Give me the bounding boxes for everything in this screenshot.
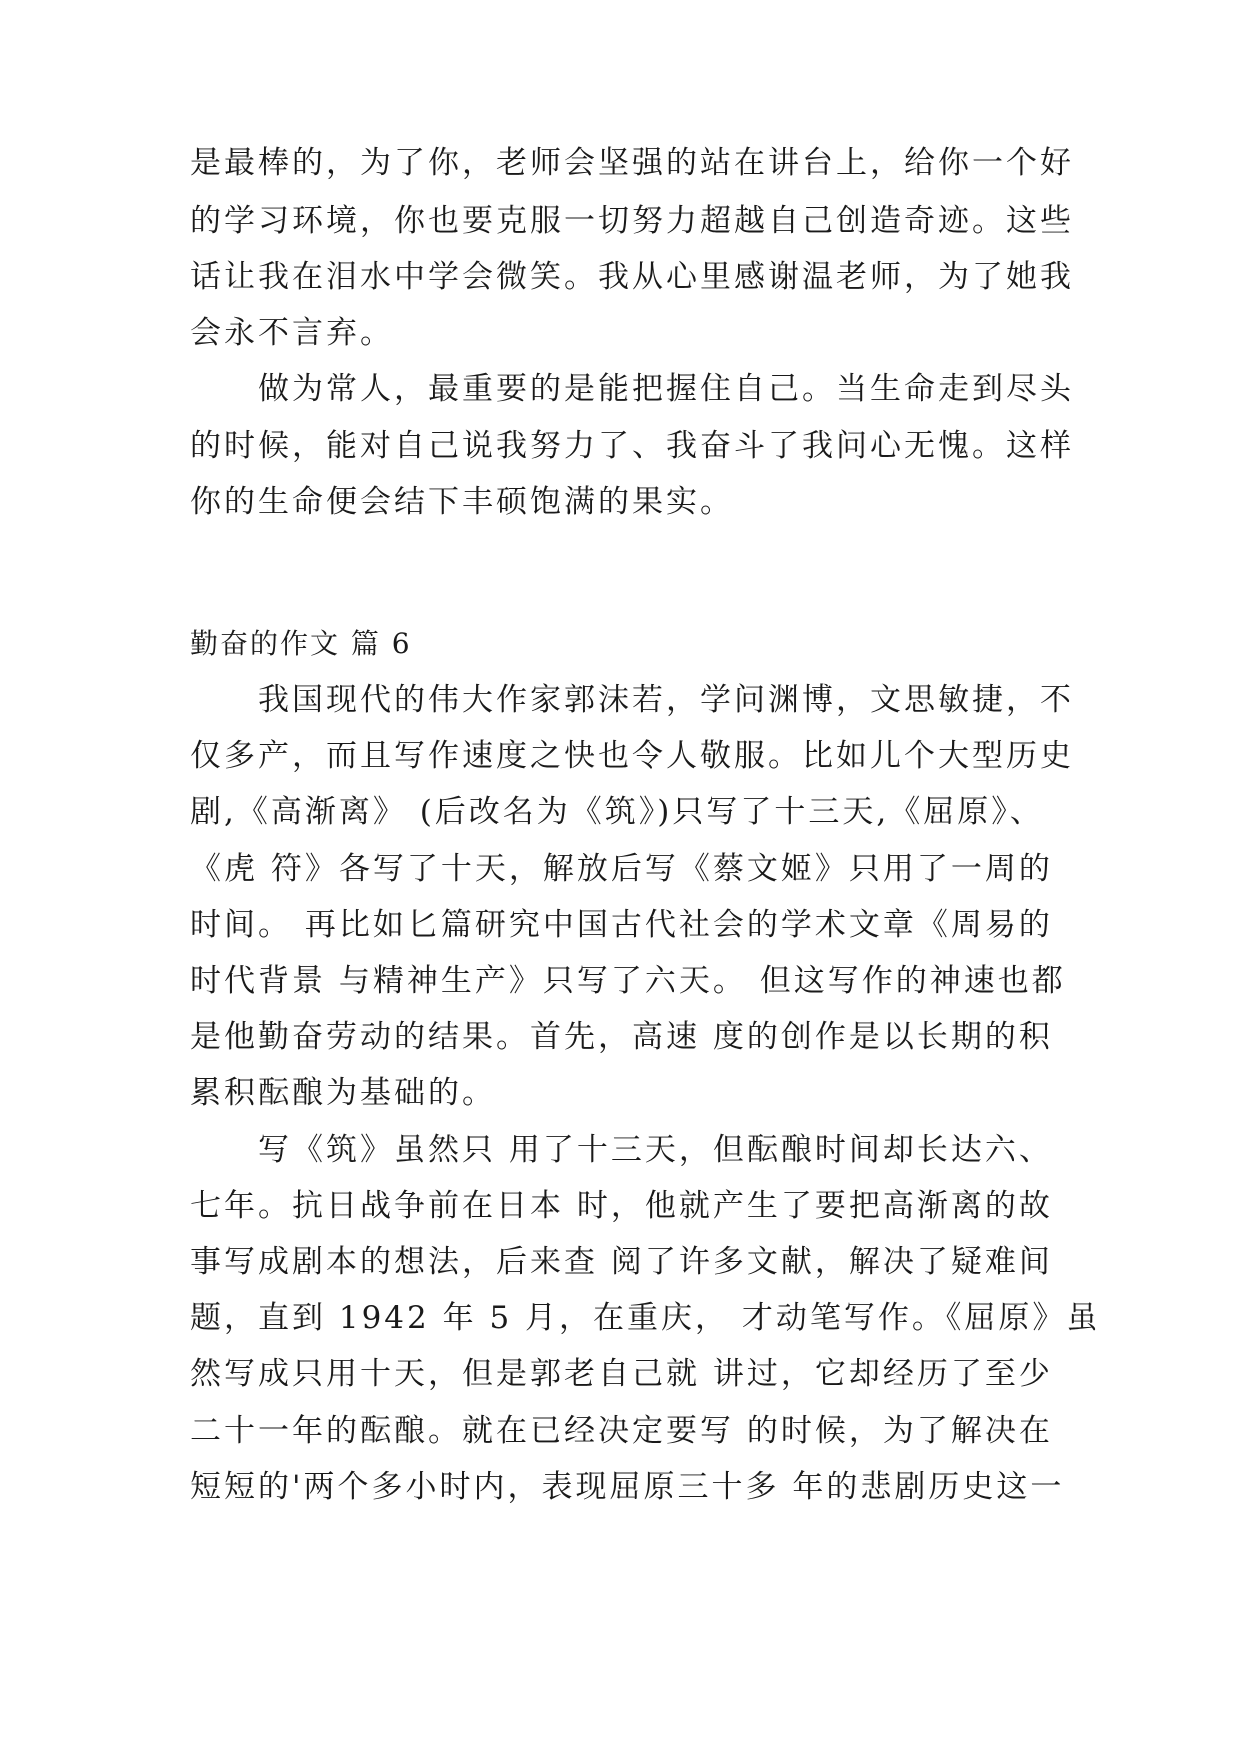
text-line: 《虎 符》各写了十天，解放后写《蔡文姬》只用了一周的 (190, 851, 1053, 887)
section-heading: 勤奋的作文 篇 6 (190, 627, 412, 660)
text-line: 写《筑》虽然只 用了十三天，但酝酿时间却长达六、 (190, 1132, 1053, 1168)
text-line: 短短的'两个多小时内，表现屈原三十多 年的悲剧历史这一 (190, 1469, 1065, 1505)
text-line: 题，直到 1942 年 5 月，在重庆， 才动笔写作。《屈原》虽 (190, 1300, 1101, 1336)
text-line: 的学习环境，你也要克服一切努力超越自己创造奇迹。这些 (190, 203, 1074, 239)
text-line: 会永不言弃。 (190, 315, 394, 351)
text-line: 时代背景 与精神生产》只写了六天。 但这写作的神速也都 (190, 963, 1066, 999)
text-line: 做为常人，最重要的是能把握住自己。当生命走到尽头 (190, 371, 1074, 407)
text-line: 的时候，能对自己说我努力了、我奋斗了我问心无愧。这样 (190, 428, 1074, 464)
text-line: 你的生命便会结下丰硕饱满的果实。 (190, 484, 734, 520)
text-line: 二十一年的酝酿。就在已经决定要写 的时候，为了解决在 (190, 1413, 1053, 1449)
text-line: 七年。抗日战争前在日本 时，他就产生了要把高渐离的故 (190, 1188, 1053, 1224)
text-line: 我国现代的伟大作家郭沫若，学问渊博，文思敏捷，不 (190, 682, 1074, 718)
text-line: 然写成只用十天，但是郭老自己就 讲过，它却经历了至少 (190, 1356, 1053, 1392)
text-line: 话让我在泪水中学会微笑。我从心里感谢温老师，为了她我 (190, 259, 1074, 295)
text-line: 事写成剧本的想法，后来查 阅了许多文献，解决了疑难间 (190, 1244, 1053, 1280)
text-line: 时间。 再比如匕篇研究中国古代社会的学术文章《周易的 (190, 907, 1053, 943)
text-line: 累积酝酿为基础的。 (190, 1075, 496, 1111)
text-line: 是最棒的，为了你，老师会坚强的站在讲台上，给你一个好 (190, 145, 1074, 181)
text-line: 仅多产，而且写作速度之快也令人敬服。比如儿个大型历史 (190, 738, 1074, 774)
text-line: 是他勤奋劳动的结果。首先，高速 度的创作是以长期的积 (190, 1019, 1053, 1055)
text-line: 剧,《高渐离》 (后改名为《筑》)只写了十三天,《屈原》、 (190, 794, 1044, 830)
